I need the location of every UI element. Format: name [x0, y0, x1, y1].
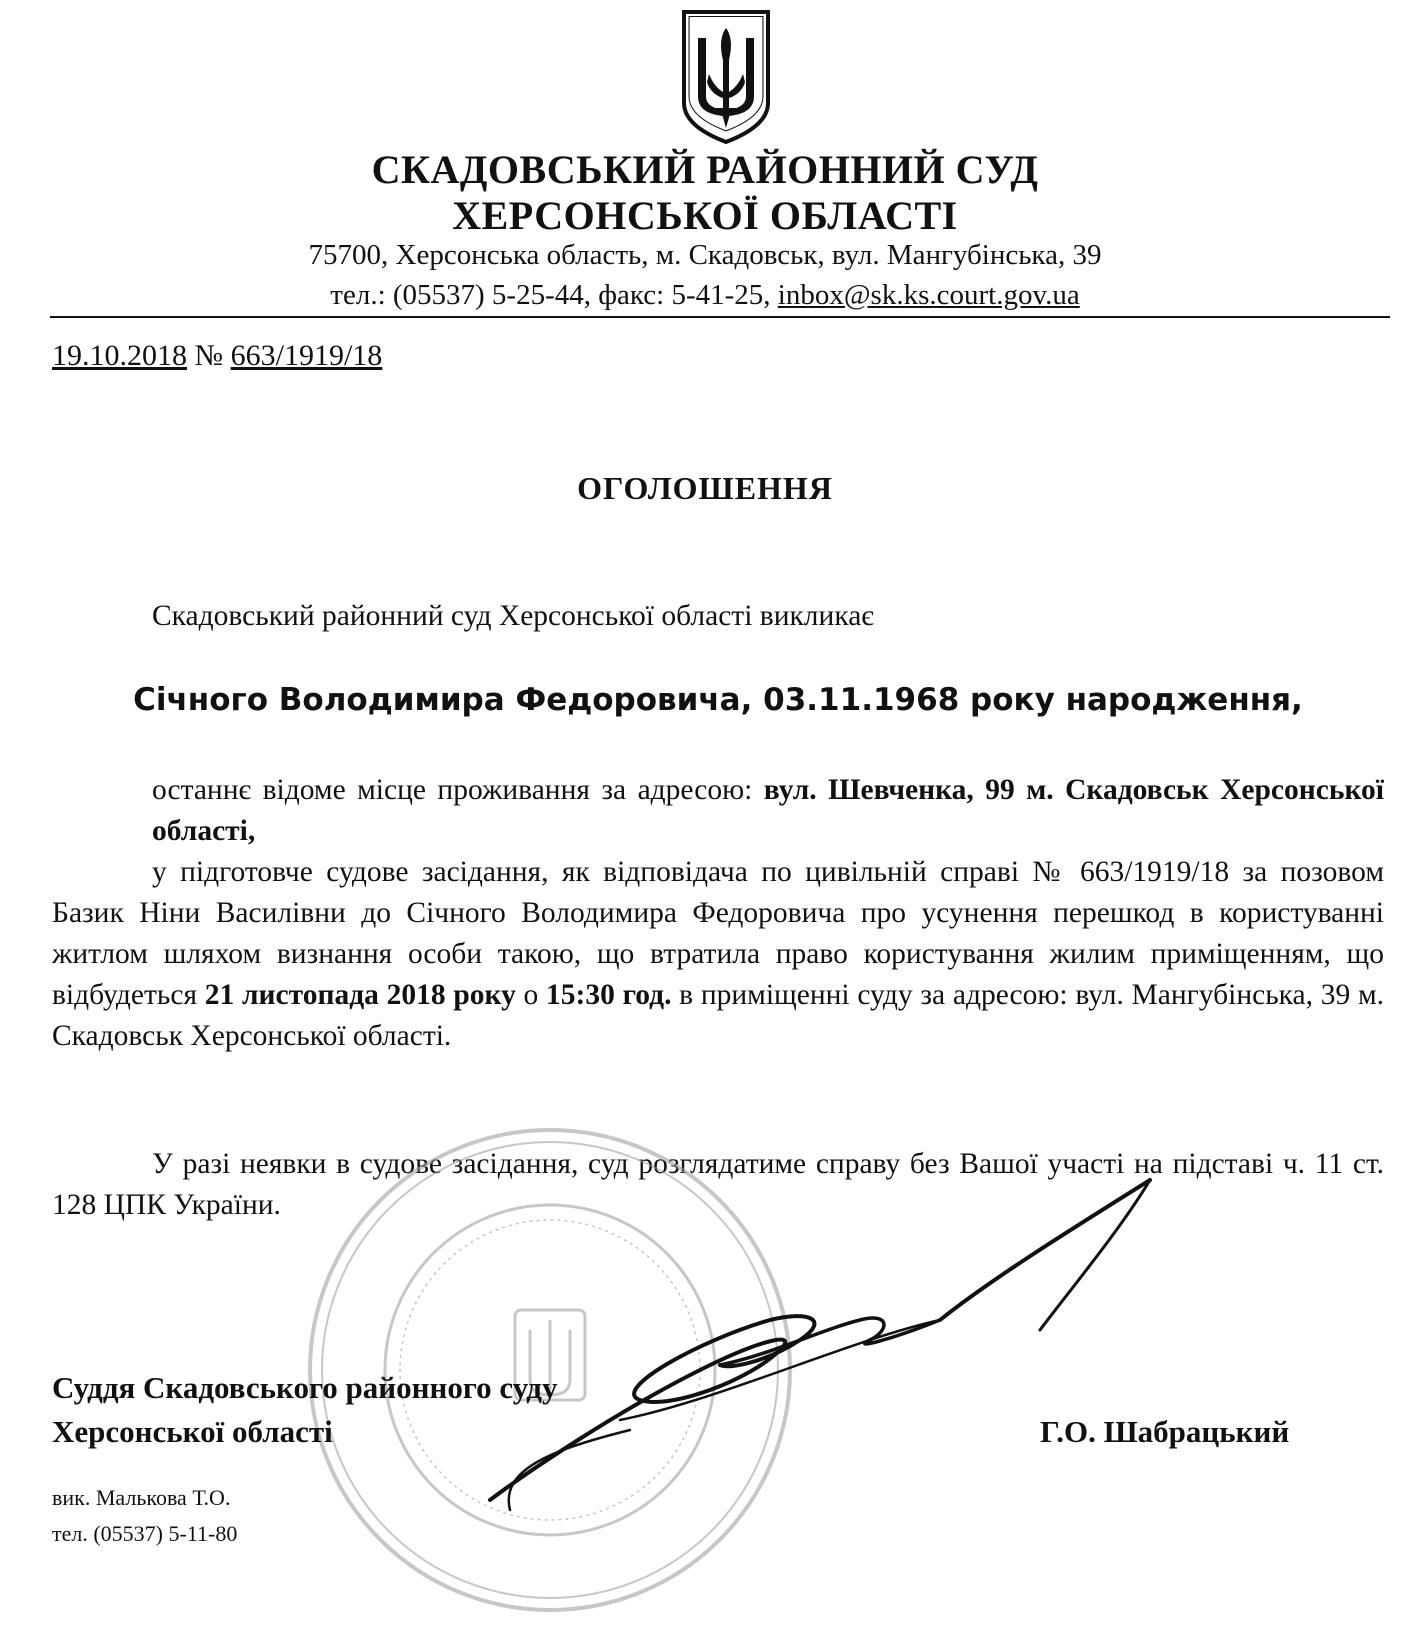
judge-title-line2: Херсонської області: [52, 1414, 333, 1449]
hearing-text-3: в приміщенні суду за адресою: вул. Мангубінська, 39 м. Скадовськ Херсонської області.: [52, 979, 1385, 1052]
judge-title: [52, 1366, 557, 1454]
residence-text: останнє відоме місце проживання за адресою:: [152, 774, 764, 806]
document-date: 19.10.2018: [52, 339, 187, 372]
executor-phone: тел. (05537) 5-11-80: [52, 1521, 238, 1546]
hearing-time: 15:30 год.: [546, 979, 672, 1011]
details-paragraph: [52, 770, 1384, 1057]
summoned-person: Січного Володимира Федоровича, 03.11.1968 року народження,: [133, 682, 1303, 718]
warning-paragraph: У разі неявки в судове засідання, суд розглядатиме справу без Вашої участі на підставі ч. 11 ст. 128 ЦПК України.: [52, 1148, 1384, 1221]
phone-fax: тел.: (05537) 5-25-44, факс: 5-41-25,: [330, 279, 778, 311]
document-title: ОГОЛОШЕННЯ: [577, 470, 833, 506]
hearing-text-1: у підготовче судове засідання, як відповідача по цивільній справі № 663/1919/18 за позовом Базик Ніни Василівни до Січного Володимира Федоровича про усунення перешкод в користуванні житлом шляхом визнання особи такою, що втратила право користування жилим приміщенням, що відбудеться: [52, 856, 1384, 1011]
hearing-paragraph: [52, 852, 1384, 1057]
court-name-line2: ХЕРСОНСЬКОЇ ОБЛАСТІ: [452, 193, 958, 238]
intro-paragraph: Скадовський районний суд Херсонської області викликає: [152, 600, 874, 632]
executor-info: [52, 1480, 237, 1552]
handwritten-signature-icon: [470, 1170, 1230, 1530]
court-name-line1: СКАДОВСЬКИЙ РАЙОННИЙ СУД: [371, 147, 1039, 192]
judge-title-line1: Суддя Скадовського районного суду: [52, 1370, 558, 1405]
header-divider: [50, 316, 1390, 318]
judge-name: Г.О. Шабрацький: [1040, 1414, 1290, 1449]
hearing-text-2: о: [515, 979, 547, 1011]
court-address: 75700, Херсонська область, м. Скадовськ, вул. Мангубінська, 39: [308, 239, 1102, 271]
executor-name: вик. Малькова Т.О.: [52, 1485, 231, 1510]
hearing-date: 21 листопада 2018 року: [204, 979, 516, 1011]
reference-line: [52, 338, 382, 374]
court-contacts: [0, 278, 1410, 312]
residence-address: вул. Шевченка, 99 м. Скадовськ Херсонської області,: [152, 774, 1384, 847]
number-sign: №: [187, 339, 231, 372]
document-number: 663/1919/18: [230, 339, 383, 372]
coat-of-arms-icon: [676, 8, 776, 146]
email-link[interactable]: inbox@sk.ks.court.gov.ua: [777, 279, 1080, 311]
residence-paragraph: [52, 770, 1384, 852]
